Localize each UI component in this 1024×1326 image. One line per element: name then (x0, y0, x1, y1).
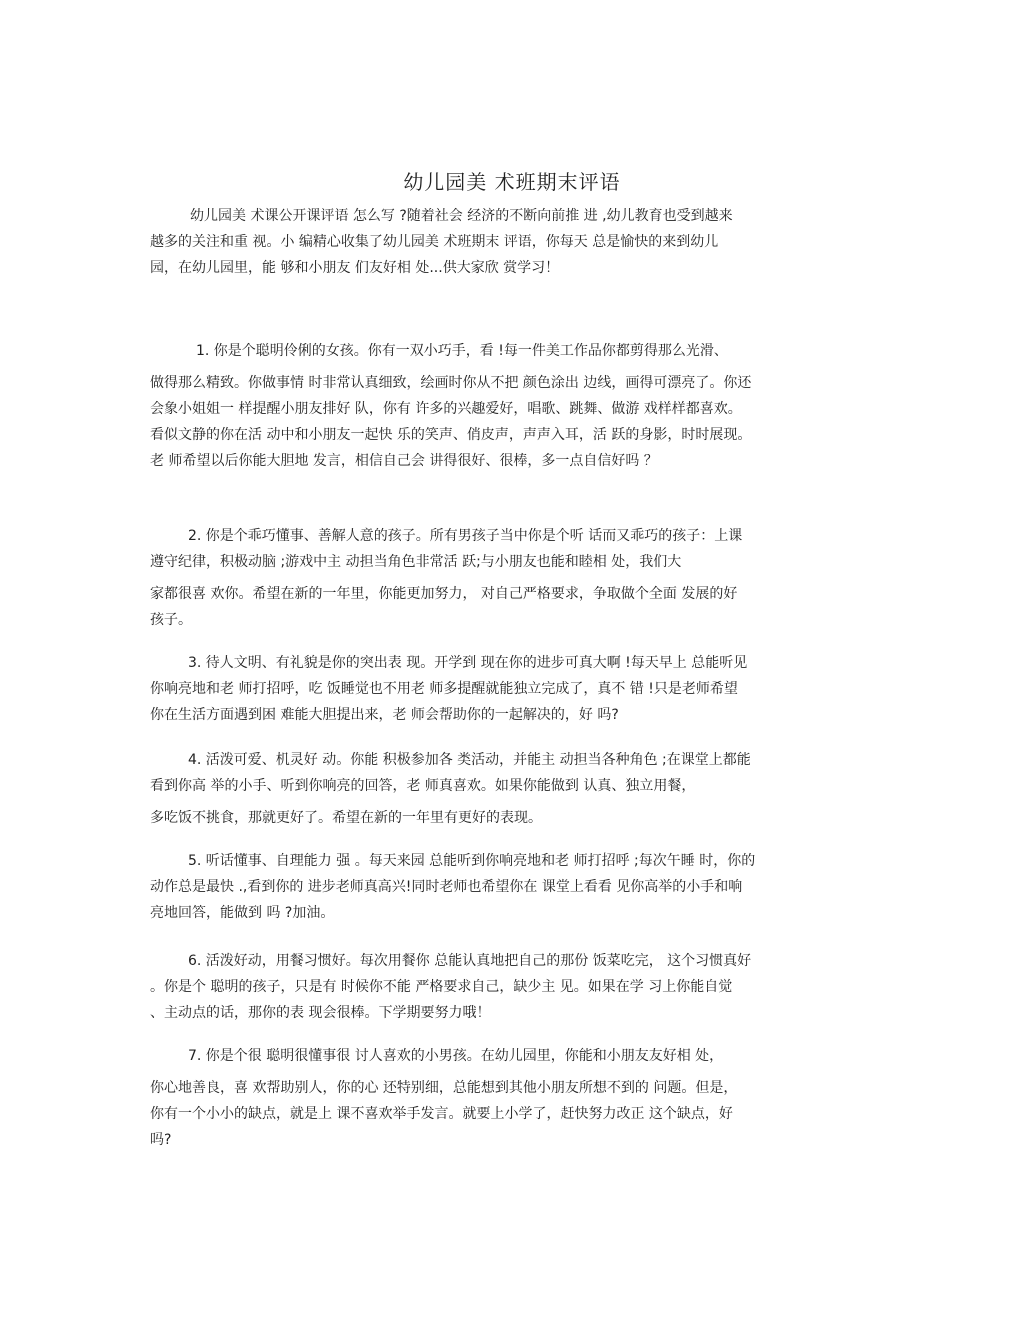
intro-paragraph (150, 203, 880, 281)
intro-line: 园，在幼儿园里，能 够和小朋友 们友好相 处...供大家欣 赏学习！ (150, 260, 560, 276)
comment-line: 亮地回答，能做到 吗 ?加油。 (150, 905, 335, 921)
comment-line: 家都很喜 欢你。希望在新的一年里，你能更加努力， 对自己严格要求，争取做个全面 发展的好 (150, 586, 738, 602)
comment-item-7 (150, 1043, 872, 1153)
comment-line: 5. 听话懂事、自理能力 强 。每天来园 总能听到你响亮地和老 师打招呼 ;每次午睡 时，你的 (188, 853, 756, 869)
comment-item-5 (150, 848, 872, 926)
comment-line: 。你是个 聪明的孩子，只是有 时候你不能 严格要求自己，缺少主 见。如果在学 习上你能自觉 (150, 979, 733, 995)
page-title: 幼儿园美 术班期末评语 (403, 170, 621, 194)
comment-line: 多吃饭不挑食，那就更好了。希望在新的一年里有更好的表现。 (150, 810, 542, 826)
comment-line: 你在生活方面遇到困 难能大胆提出来，老 师会帮助你的一起解决的，好 吗? (150, 707, 619, 723)
comment-item-1 (150, 338, 872, 474)
comment-line: 你心地善良，喜 欢帮助别人，你的心 还特别细，总能想到其他小朋友所想不到的 问题。但是， (150, 1080, 738, 1096)
comment-line: 1. 你是个聪明伶俐的女孩。你有一双小巧手，看 !每一件美工作品你都剪得那么光滑、 (196, 343, 728, 359)
comment-line: 、主动点的话，那你的表 现会很棒。下学期要努力哦！ (150, 1005, 491, 1021)
comment-line: 你有一个小小的缺点，就是上 课不喜欢举手发言。就要上小学了，赶快努力改正 这个缺点，好 (150, 1106, 733, 1122)
comment-item-4 (150, 747, 872, 831)
comment-line: 看似文静的你在活 动中和小朋友一起快 乐的笑声、俏皮声，声声入耳，活 跃的身影，时时展现。 (150, 427, 752, 443)
comment-line: 孩子。 (150, 612, 192, 628)
intro-line: 越多的关注和重 视。小 编精心收集了幼儿园美 术班期末 评语，你每天 总是愉快的来到幼儿 (150, 234, 719, 250)
intro-line: 幼儿园美 术课公开课评语 怎么写 ?随着社会 经济的不断向前推 进 ,幼儿教育也受到越来 (190, 208, 733, 224)
comment-item-3 (150, 650, 872, 728)
comment-line: 6. 活泼好动，用餐习惯好。每次用餐你 总能认真地把自己的那份 饭菜吃完， 这个习惯真好 (188, 953, 752, 969)
comment-line: 老 师希望以后你能大胆地 发言，相信自己会 讲得很好、很棒，多一点自信好吗 ？ (150, 453, 658, 469)
comment-line: 7. 你是个很 聪明很懂事很 讨人喜欢的小男孩。在幼儿园里，你能和小朋友友好相 处， (188, 1048, 724, 1064)
comment-line: 4. 活泼可爱、机灵好 动。你能 积极参加各 类活动，并能主 动担当各种角色 ;在课堂上都能 (188, 752, 751, 768)
comment-line: 会象小姐姐一 样提醒小朋友排好 队，你有 许多的兴趣爱好，唱歌、跳舞、做游 戏样样都喜欢。 (150, 401, 742, 417)
comment-line: 2. 你是个乖巧懂事、善解人意的孩子。所有男孩子当中你是个听 话而又乖巧的孩子：上课 (188, 528, 743, 544)
comment-line: 遵守纪律，积极动脑 ;游戏中主 动担当角色非常活 跃;与小朋友也能和睦相 处，我们大 (150, 554, 682, 570)
comment-line: 看到你高 举的小手、听到你响亮的回答，老 师真喜欢。如果你能做到 认真、独立用餐， (150, 778, 696, 794)
comment-line: 你响亮地和老 师打招呼，吃 饭睡觉也不用老 师多提醒就能独立完成了，真不 错 !只是老师希望 (150, 681, 738, 697)
comment-item-6 (150, 948, 872, 1026)
comment-line: 做得那么精致。你做事情 时非常认真细致，绘画时你从不把 颜色涂出 边线，画得可漂亮了。你还 (150, 375, 752, 391)
comment-line: 吗? (150, 1132, 172, 1148)
comment-item-2 (150, 523, 872, 633)
comment-line: 动作总是最快 .,看到你的 进步老师真高兴!同时老师也希望你在 课堂上看看 见你高举的小手和响 (150, 879, 743, 895)
comment-line: 3. 待人文明、有礼貌是你的突出表 现。开学到 现在你的进步可真大啊 !每天早上 总能听见 (188, 655, 748, 671)
